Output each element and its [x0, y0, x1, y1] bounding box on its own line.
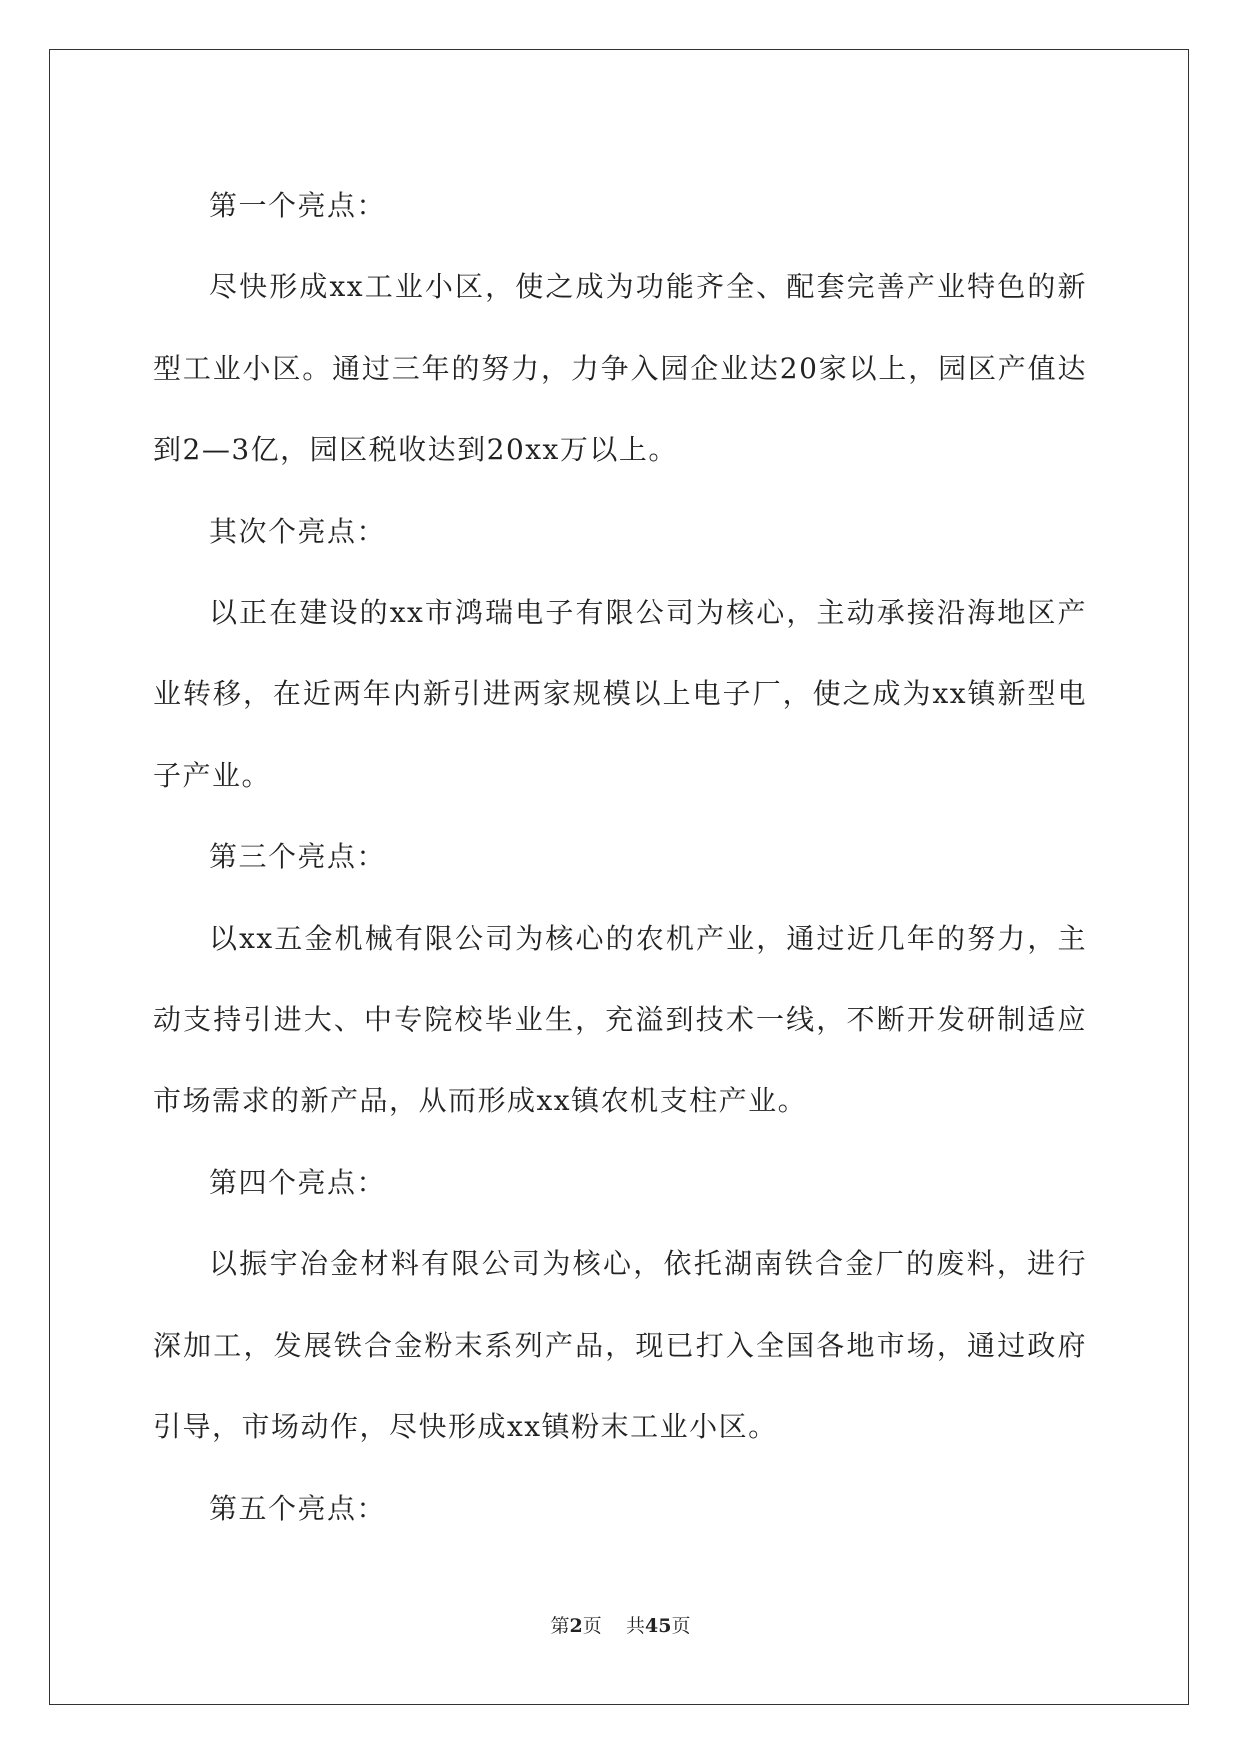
heading-highlight-3: 第三个亮点：	[209, 840, 387, 874]
total-pages: 45	[644, 1615, 672, 1637]
heading-highlight-5: 第五个亮点：	[209, 1491, 387, 1525]
heading-highlight-4: 第四个亮点：	[209, 1165, 387, 1199]
paragraph-highlight-3: 以xx五金机械有限公司为核心的农机产业，通过近几年的努力，主动支持引进大、中专院校毕业生，充溢到技术一线，不断开发研制适应市场需求的新产品，从而形成xx镇农机支柱产业。	[153, 921, 1087, 1118]
paragraph-highlight-4: 以振宇冶金材料有限公司为核心，依托湖南铁合金厂的废料，进行深加工，发展铁合金粉末系列产品，现已打入全国各地市场，通过政府引导，市场动作，尽快形成xx镇粉末工业小区。	[153, 1247, 1087, 1444]
page-prefix: 第	[550, 1615, 570, 1637]
page-footer	[0, 1614, 1241, 1638]
page-suffix: 页	[582, 1615, 602, 1637]
total-prefix: 共	[625, 1615, 645, 1637]
paragraph-highlight-1: 尽快形成xx工业小区，使之成为功能齐全、配套完善产业特色的新型工业小区。通过三年的努力，力争入园企业达20家以上，园区产值达到2—3亿，园区税收达到20xx万以上。	[153, 270, 1087, 467]
paragraph-highlight-2: 以正在建设的xx市鸿瑞电子有限公司为核心，主动承接沿海地区产业转移，在近两年内新引进两家规模以上电子厂，使之成为xx镇新型电子产业。	[153, 596, 1087, 792]
page-number: 2	[569, 1615, 583, 1637]
heading-highlight-2: 其次个亮点：	[209, 514, 387, 548]
total-suffix: 页	[671, 1615, 691, 1637]
document-body	[153, 165, 1087, 1549]
heading-highlight-1: 第一个亮点：	[209, 189, 387, 222]
